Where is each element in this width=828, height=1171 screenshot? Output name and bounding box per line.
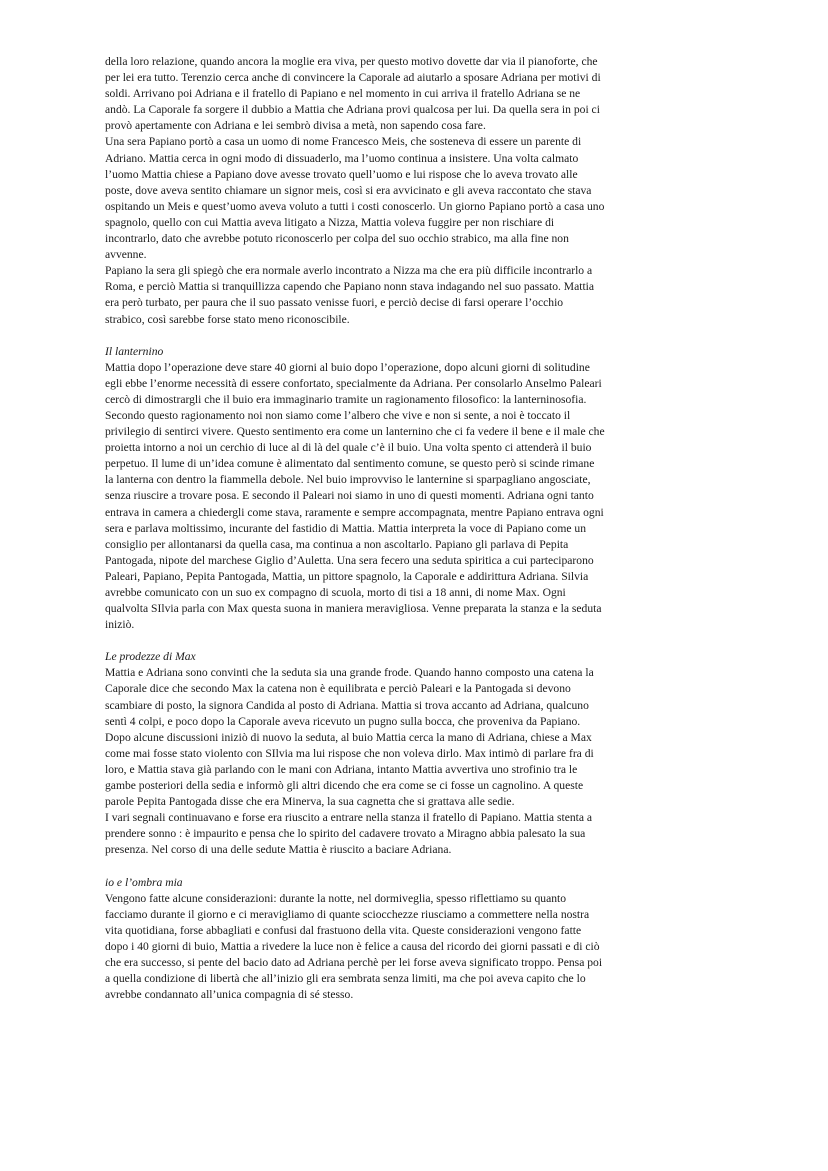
document-page (105, 54, 605, 1003)
intro-paragraph: Una sera Papiano portò a casa un uomo di nome Francesco Meis, che sosteneva di essere un parente di Adriano. Mattia cerca in ogni modo di dissuaderlo, ma l’uomo continua a insistere. Una volta calmato l’uomo Mattia chiese a Papiano dove avesse trovato quell’uomo e lui rispose che lo aveva trovato alle poste, dove aveva sentito chiamare un signor meis, così si era avvicinato e gli aveva raccontato che stava ospitando un Meis e quest’uomo aveva voluto a tutti i costi conoscerlo. Un giorno Papiano portò a casa uno spagnolo, quello con cui Mattia aveva litigato a Nizza, Mattia voleva fuggire per non rischiare di incontrarlo, dato che avrebbe potuto riconoscerlo per colpa del suo occhio strabico, ma alla fine non avvenne. (105, 135, 605, 262)
section-title-lanternino: Il lanternino (105, 344, 164, 358)
section-title-ombra: io e l’ombra mia (105, 875, 183, 889)
section-title-prodezze: Le prodezze di Max (105, 650, 196, 664)
intro-paragraph: della loro relazione, quando ancora la moglie era viva, per questo motivo dovette dar via il pianoforte, che per lei era tutto. Terenzio cerca anche di convincere la Caporale ad aiutarlo a sposare Adriana per motivi di soldi. Arrivano poi Adriana e il fratello di Papiano e nel momento in cui arriva il fratello Adriana se ne andò. La Caporale fa sorgere il dubbio a Mattia che Adriana provi qualcosa per lui. Da quella sera in poi ci provò apertamente con Adriana e lei sembrò divisa a metà, non sapendo cosa fare. (105, 55, 601, 133)
section-paragraph: Mattia e Adriana sono convinti che la seduta sia una grande frode. Quando hanno composto una catena la Caporale dice che secondo Max la catena non è equilibrata e perciò Paleari e la Pantogada si devono scambiare di posto, la signora Candida al posto di Adriana. Mattia si trova accanto ad Adriana, qualcuno sentì 4 colpi, e poco dopo la Caporale aveva ricevuto un pugno sulla bocca, che proveniva da Papiano. Dopo alcune discussioni iniziò di nuovo la seduta, al buio Mattia cerca la mano di Adriana, chiese a Max come mai fosse stato violento con SIlvia ma lui rispose che non voleva dirlo. Max intimò di parlare fra di loro, e Mattia stava già parlando con le mani con Adriana, intanto Mattia avvertiva uno strofinio tra le gambe posteriori della sedia e informò gli altri dicendo che era come se ci fosse un cagnolino. A queste parole Pepita Pantogada disse che era Minerva, la sua cagnetta che si grattava alle sedie. (105, 666, 594, 809)
section-paragraph: Vengono fatte alcune considerazioni: durante la notte, nel dormiveglia, spesso riflettiamo su quanto facciamo durante il giorno e ci meravigliamo di quante sciocchezze riusciamo a commettere nella nostra vita quotidiana, forse abbagliati e confusi dal frastuono della vita. Queste considerazioni vengono fatte dopo i 40 giorni di buio, Mattia a rivedere la luce non è felice a causa del ricordo dei giorni passati e di ciò che era successo, si pente del bacio dato ad Adriana perchè per lei forse aveva significato troppo. Pensa poi a quella condizione di libertà che all’inizio gli era sembrata senza limiti, ma che poi aveva capito che lo avrebbe condannato all’unica compagnia di sé stesso. (105, 891, 603, 1002)
intro-paragraph: Papiano la sera gli spiegò che era normale averlo incontrato a Nizza ma che era più difficile incontrarlo a Roma, e perciò Mattia si tranquillizza capendo che Papiano nonn stava indagando nel suo passato. Mattia era però turbato, per paura che il suo passato venisse fuori, e perciò decise di farsi operare l’occhio strabico, così sarebbe forse stato meno riconoscibile. (105, 264, 595, 326)
section-paragraph: Mattia dopo l’operazione deve stare 40 giorni al buio dopo l’operazione, dopo alcuni giorni di solitudine egli ebbe l’enorme necessità di essere confortato, specialmente da Adriana. Per consolarlo Anselmo Paleari cercò di dimostrargli che il buio era immaginario tramite un ragionamento filosofico: la lanterninosofia. Secondo questo ragionamento noi non siamo come l’albero che vive e non si sente, a noi è toccato il privilegio di sentirci vivere. Questo sentimento era come un lanternino che ci fa vedere il bene e il male che proietta intorno a noi un cerchio di luce al di là del quale c’è il buio. Una volta spento ci attenderà il buio perpetuo. Il lume di un’idea comune è alimentato dal sentimento comune, se questo però si scinde rimane la lanterna con dentro la fiammella debole. Nel buio improvviso le lanternine si sparpagliano angosciate, senza riuscire a trovare posa. E secondo il Paleari noi siamo in uno di questi momenti. Adriana ogni tanto entrava in camera a chiedergli come stava, raramente e sempre accompagnata, mentre Papiano entrava ogni sera e parlava moltissimo, incurante del fastidio di Mattia. Mattia interpreta la voce di Papiano come un consiglio per allontanarsi da quella casa, ma continua a non ascoltarlo. Papiano gli parlava di Pepita Pantogada, nipote del marchese Giglio d’Auletta. Una sera fecero una seduta spiritica a cui parteciparono Paleari, Papiano, Pepita Pantogada, Mattia, un pittore spagnolo, la Caporale e addirittura Adriana. Silvia avrebbe comunicato con un suo ex compagno di scuola, morto di tisi a 18 anni, di nome Max. Ogni qualvolta SIlvia parla con Max questa suona in maniera meravigliosa. Venne preparata la stanza e la seduta iniziò. (105, 360, 605, 632)
section-paragraph: I vari segnali continuavano e forse era riuscito a entrare nella stanza il fratello di Papiano. Mattia stenta a prendere sonno : è impaurito e pensa che lo spirito del cadavere trovato a Miragno abbia palesato la sua presenza. Nel corso di una delle sedute Mattia è riuscito a baciare Adriana. (105, 811, 593, 857)
